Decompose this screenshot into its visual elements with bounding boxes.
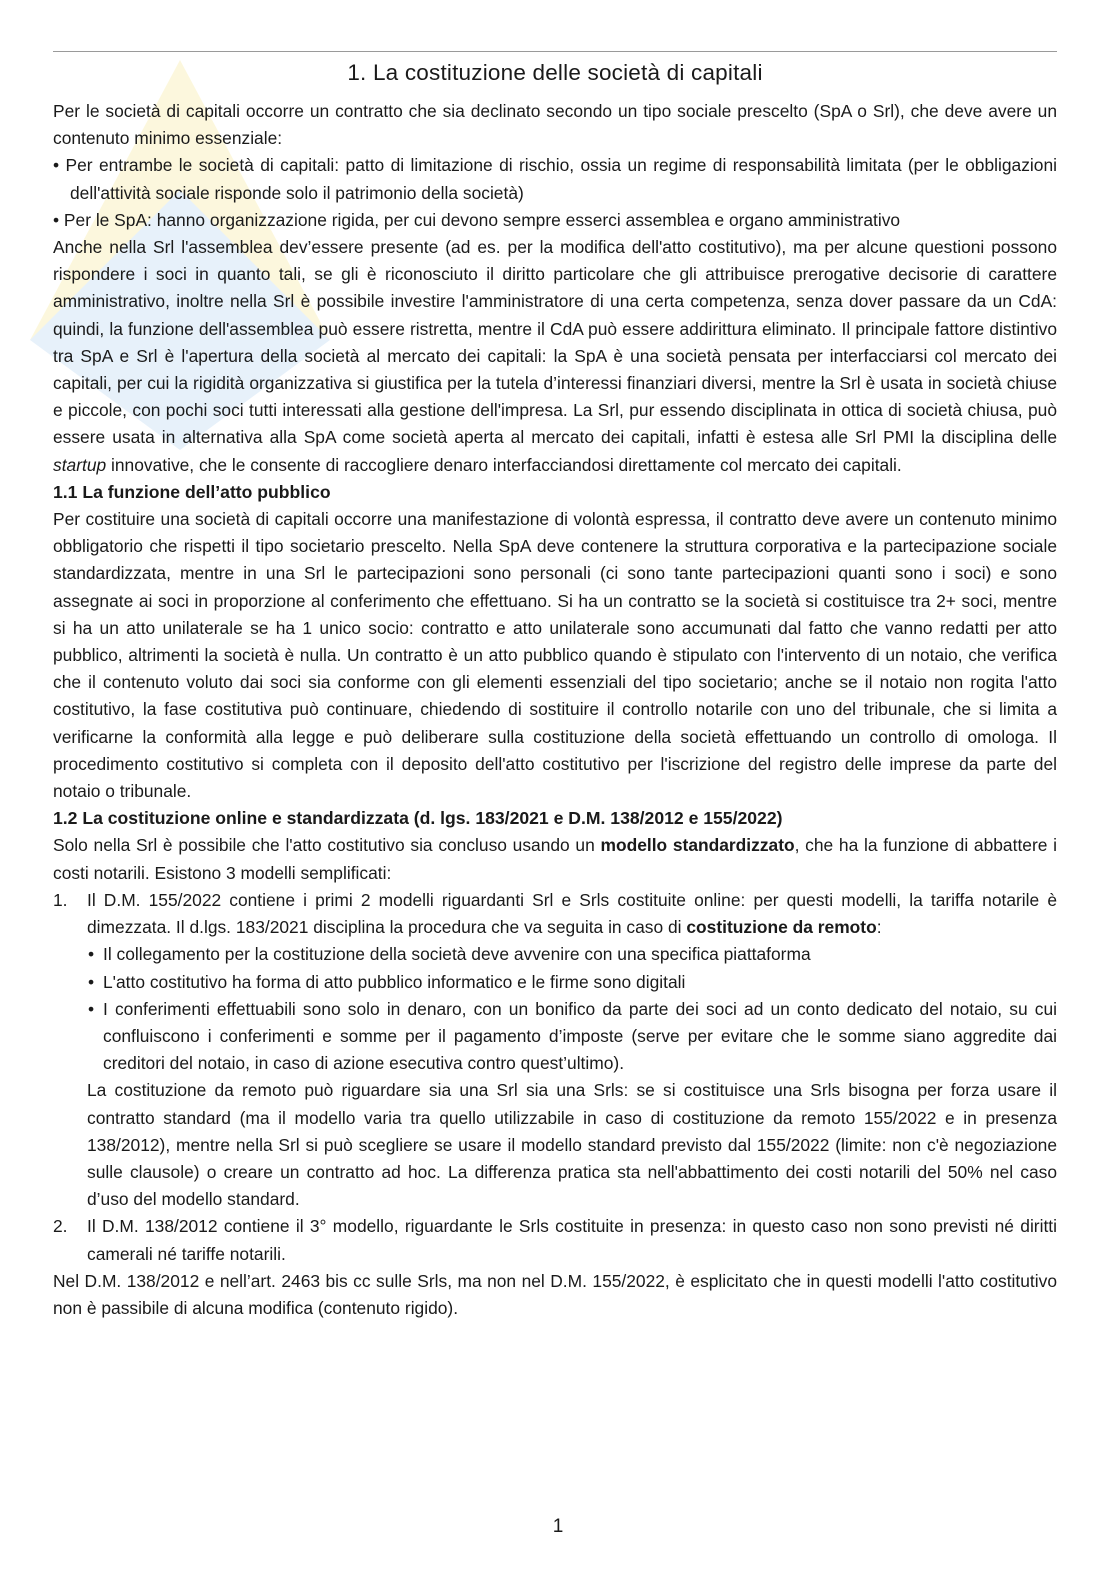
paragraph: Per costituire una società di capitali occorre una manifestazione di volontà espressa, il contratto deve avere un contenuto minimo obbligatorio che rispetti il tipo societario prescelto. Nella SpA deve contenere la struttura corporativa e la partecipazione sociale standardizzata, mentre in una Srl le partecipazioni sono personali (ci sono tante partecipazioni quanti sono i soci) e sono assegnate ai soci in proporzione al conferimento che effettuano. Si ha un contratto se la società si costituisce tra 2+ soci, mentre si ha un atto unilaterale se ha 1 unico socio: contratto e atto unilaterale sono accumunati dal fatto che vanno redatti per atto pubblico, altrimenti la società è nulla. Un contratto è un atto pubblico quando è stipulato con l'intervento di un notaio, che verifica che il contenuto voluto dai soci sia conforme con gli elementi essenziali del tipo societario; anche se il notaio non rogita l'atto costitutivo, la fase costitutiva può continuare, chiedendo di sostituire il controllo notarile con uno del tribunale, che si limita a verificarne la conformità alla legge e può deliberare sulla costituzione della società effettuando un controllo di omologa. Il procedimento costitutivo si completa con il deposito dell'atto costitutivo per l'iscrizione del registro delle imprese da parte del notaio o tribunale. — [53, 509, 1057, 802]
numbered-item: 2. Il D.M. 138/2012 contiene il 3° modello, riguardante le Srls costituite in presenza: in questo caso non sono previsti né diritti camerali né tariffe notarili. — [53, 1216, 1057, 1264]
top-rule — [53, 51, 1057, 52]
sub-bullet-item: • L'atto costitutivo ha forma di atto pubblico informatico e le firme sono digitali — [88, 971, 686, 992]
paragraph: Solo nella Srl è possibile che l'atto costitutivo sia concluso usando un modello standardizzato, che ha la funzione di abbattere i costi notarili. Esistono 3 modelli semplificati: — [53, 835, 1057, 883]
italic-term: startup — [53, 454, 107, 475]
paragraph: La costituzione da remoto può riguardare sia una Srl sia una Srls: se si costituisce una Srls bisogna per forza usare il contratto standard (ma il modello varia tra quello utilizzabile in caso di costituzione da remoto 155/2022 e in presenza 138/2012), mentre nella Srl si può scegliere se usare il modello standard previsto dal 155/2022 (limite: non c'è negoziazione sulle clausole) o creare un contratto ad hoc. La differenza pratica sta nell'abbattimento dei costi notarili del 50% nel caso d’uso del modello standard. — [87, 1080, 1057, 1210]
intro-paragraph: Per le società di capitali occorre un contratto che sia declinato secondo un tipo sociale prescelto (SpA o Srl), che deve avere un contenuto minimo essenziale: — [53, 101, 1057, 149]
bold-term: modello standardizzato — [600, 835, 795, 856]
section-heading: 1.1 La funzione dell’atto pubblico — [53, 481, 331, 502]
paragraph: Nel D.M. 138/2012 e nell’art. 2463 bis cc sulle Srls, ma non nel D.M. 155/2022, è esplicitato che in questi modelli l'atto costitutivo non è passibile di alcuna modifica (contenuto rigido). — [53, 1270, 1057, 1318]
numbered-item: 1. Il D.M. 155/2022 contiene i primi 2 modelli riguardanti Srl e Srls costituite online: per questi modelli, la tariffa notarile è dimezzata. Il d.lgs. 183/2021 disciplina la procedura che va seguita in caso di costituzione da remoto: — [53, 889, 1057, 938]
page-title: 1. La costituzione delle società di capitali — [347, 60, 763, 85]
bullet-item: • Per entrambe le società di capitali: patto di limitazione di rischio, ossia un regime di responsabilità limitata (per le obbligazioni dell'attività sociale risponde solo il patrimonio della società) — [53, 155, 1057, 203]
page-number: 1 — [552, 1516, 564, 1537]
sub-bullet-item: • I conferimenti effettuabili sono solo in denaro, con un bonifico da parte dei soci ad un conto dedicato del notaio, su cui confluiscono i conferimenti e somme per il pagamento d’imposte (serve per evitare che le somme siano aggredite dai creditori del notaio, in caso di azione esecutiva contro quest’ultimo). — [88, 998, 1057, 1074]
bullet-item: • Per le SpA: hanno organizzazione rigida, per cui devono sempre esserci assemblea e organo amministrativo — [53, 209, 901, 230]
sub-bullet-item: • Il collegamento per la costituzione della società deve avvenire con una specifica piattaforma — [88, 944, 811, 965]
bold-term: costituzione da remoto — [686, 917, 877, 938]
document-body — [53, 98, 1057, 1322]
paragraph: Anche nella Srl l'assemblea dev’essere presente (ad es. per la modifica dell'atto costitutivo), ma per alcune questioni possono rispondere i soci in quanto tali, se gli è riconosciuto il diritto particolare che gli attribuisce prerogative decisorie di carattere amministrativo, inoltre nella Srl è possibile investire l'amministratore di una certa competenza, senza dover passare da un CdA: quindi, la funzione dell'assemblea può essere ristretta, mentre il CdA può essere addirittura eliminato. Il principale fattore distintivo tra SpA e Srl è l'apertura della società al mercato dei capitali: la SpA è una società pensata per interfacciarsi col mercato dei capitali, per cui la rigidità organizzativa si giustifica per la tutela d’interessi finanziari diversi, mentre la Srl è usata in società chiuse e piccole, con pochi soci tutti interessati alla gestione dell'impresa. La Srl, pur essendo disciplinata in ottica di società chiusa, può essere usata in alternativa alla SpA come società aperta al mercato dei capitali, infatti è estesa alle Srl PMI la disciplina delle startup innovative, che le consente di raccogliere denaro interfacciandosi direttamente col mercato dei capitali. — [53, 237, 1057, 475]
section-heading: 1.2 La costituzione online e standardizzata (d. lgs. 183/2021 e D.M. 138/2012 e 155/2022) — [53, 808, 783, 829]
